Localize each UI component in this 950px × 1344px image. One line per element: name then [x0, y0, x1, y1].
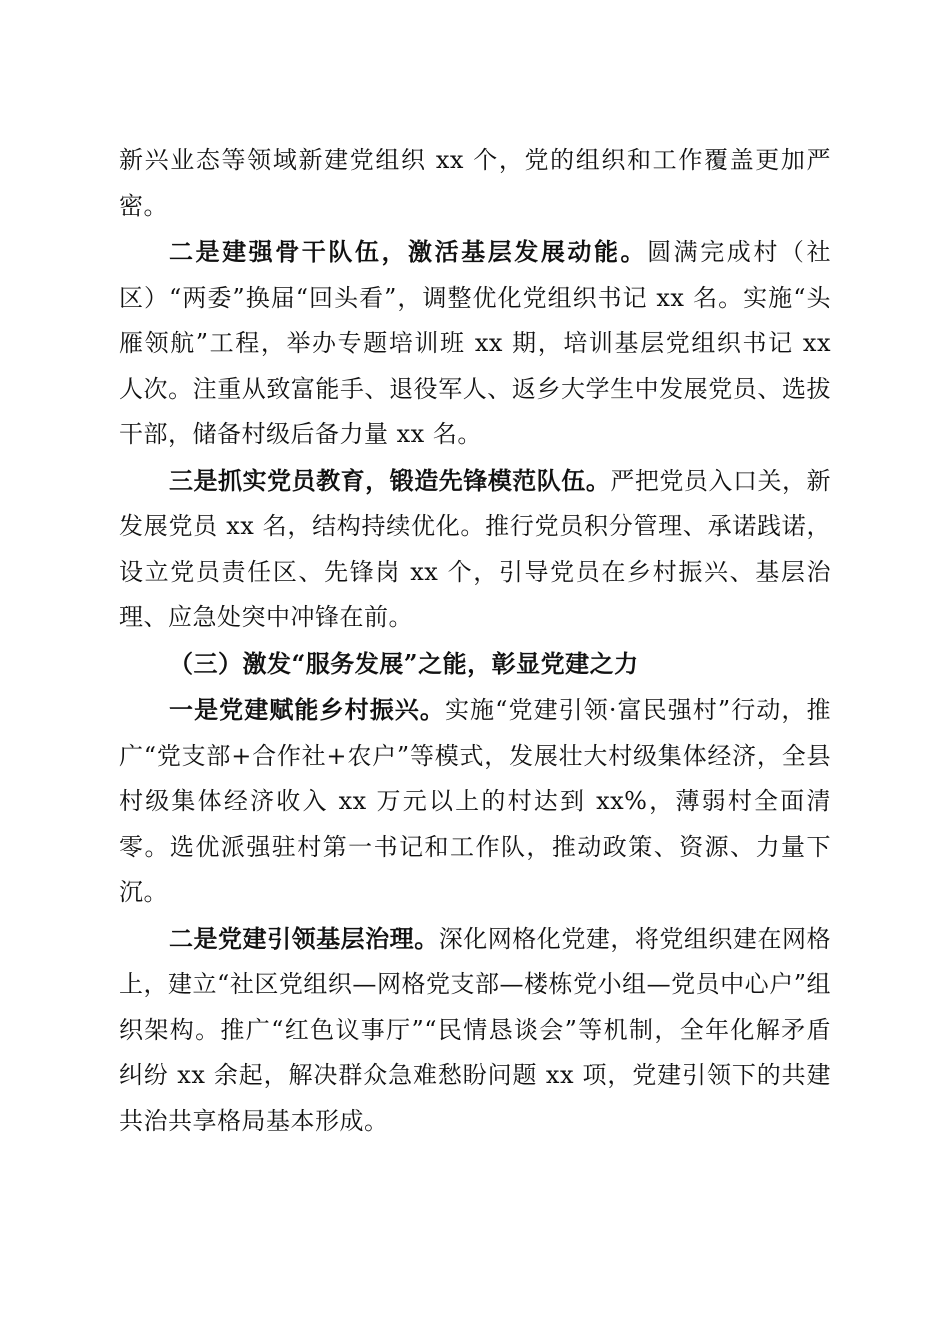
paragraph-lead: 二是党建引领基层治理。	[169, 923, 439, 953]
paragraph-lead: 一是党建赋能乡村振兴。	[169, 695, 445, 724]
paragraph-text: 圆满完成村（社区）“两委”换届“回头看”，调整优化党组织书记 xx 名。实施“头雁领航”工程，举办专题培训班 xx 期，培训基层党组织书记 xx 人次。注重从致富能手、退役军人、返乡大学生中发展党员、选拔干部，储备村级后备力量 xx 名。	[119, 238, 831, 448]
paragraph-text: 严把党员入口关，新发展党员 xx 名，结构持续优化。推行党员积分管理、承诺践诺，设立党员责任区、先锋岗 xx 个，引导党员在乡村振兴、基层治理、应急处突中冲锋在前。	[119, 466, 832, 631]
paragraph-backbone-team	[119, 229, 831, 458]
paragraph-grassroots-governance	[119, 916, 831, 1145]
paragraph-text: 深化网格化党建，将党组织建在网格上，建立“社区党组织—网格党支部—楼栋党小组—党员中心户”组织架构。推广“红色议事厅”“民情恳谈会”等机制，全年化解矛盾纠纷 xx 余起，解决群众急难愁盼问题 xx 项，党建引领下的共建共治共享格局基本形成。	[119, 924, 832, 1135]
paragraph-continuation	[119, 138, 831, 229]
document-body	[119, 138, 831, 1144]
paragraph-rural-revitalization	[119, 687, 831, 916]
paragraph-text: 实施“党建引领·富民强村”行动，推广“党支部+合作社+农户”等模式，发展壮大村级集体经济，全县村级集体经济收入 xx 万元以上的村达到 xx%，薄弱村全面清零。选优派强驻村第一书记和工作队，推动政策、资源、力量下沉。	[119, 696, 831, 906]
section-heading-text: （三）激发“服务发展”之能，彰显党建之力	[169, 648, 639, 678]
paragraph-text: 新兴业态等领域新建党组织 xx 个，党的组织和工作覆盖更加严密。	[119, 146, 831, 220]
paragraph-lead: 三是抓实党员教育，锻造先锋模范队伍。	[169, 465, 611, 495]
section-heading	[119, 641, 831, 688]
paragraph-lead: 二是建强骨干队伍，激活基层发展动能。	[169, 237, 648, 266]
paragraph-member-education	[119, 458, 831, 641]
